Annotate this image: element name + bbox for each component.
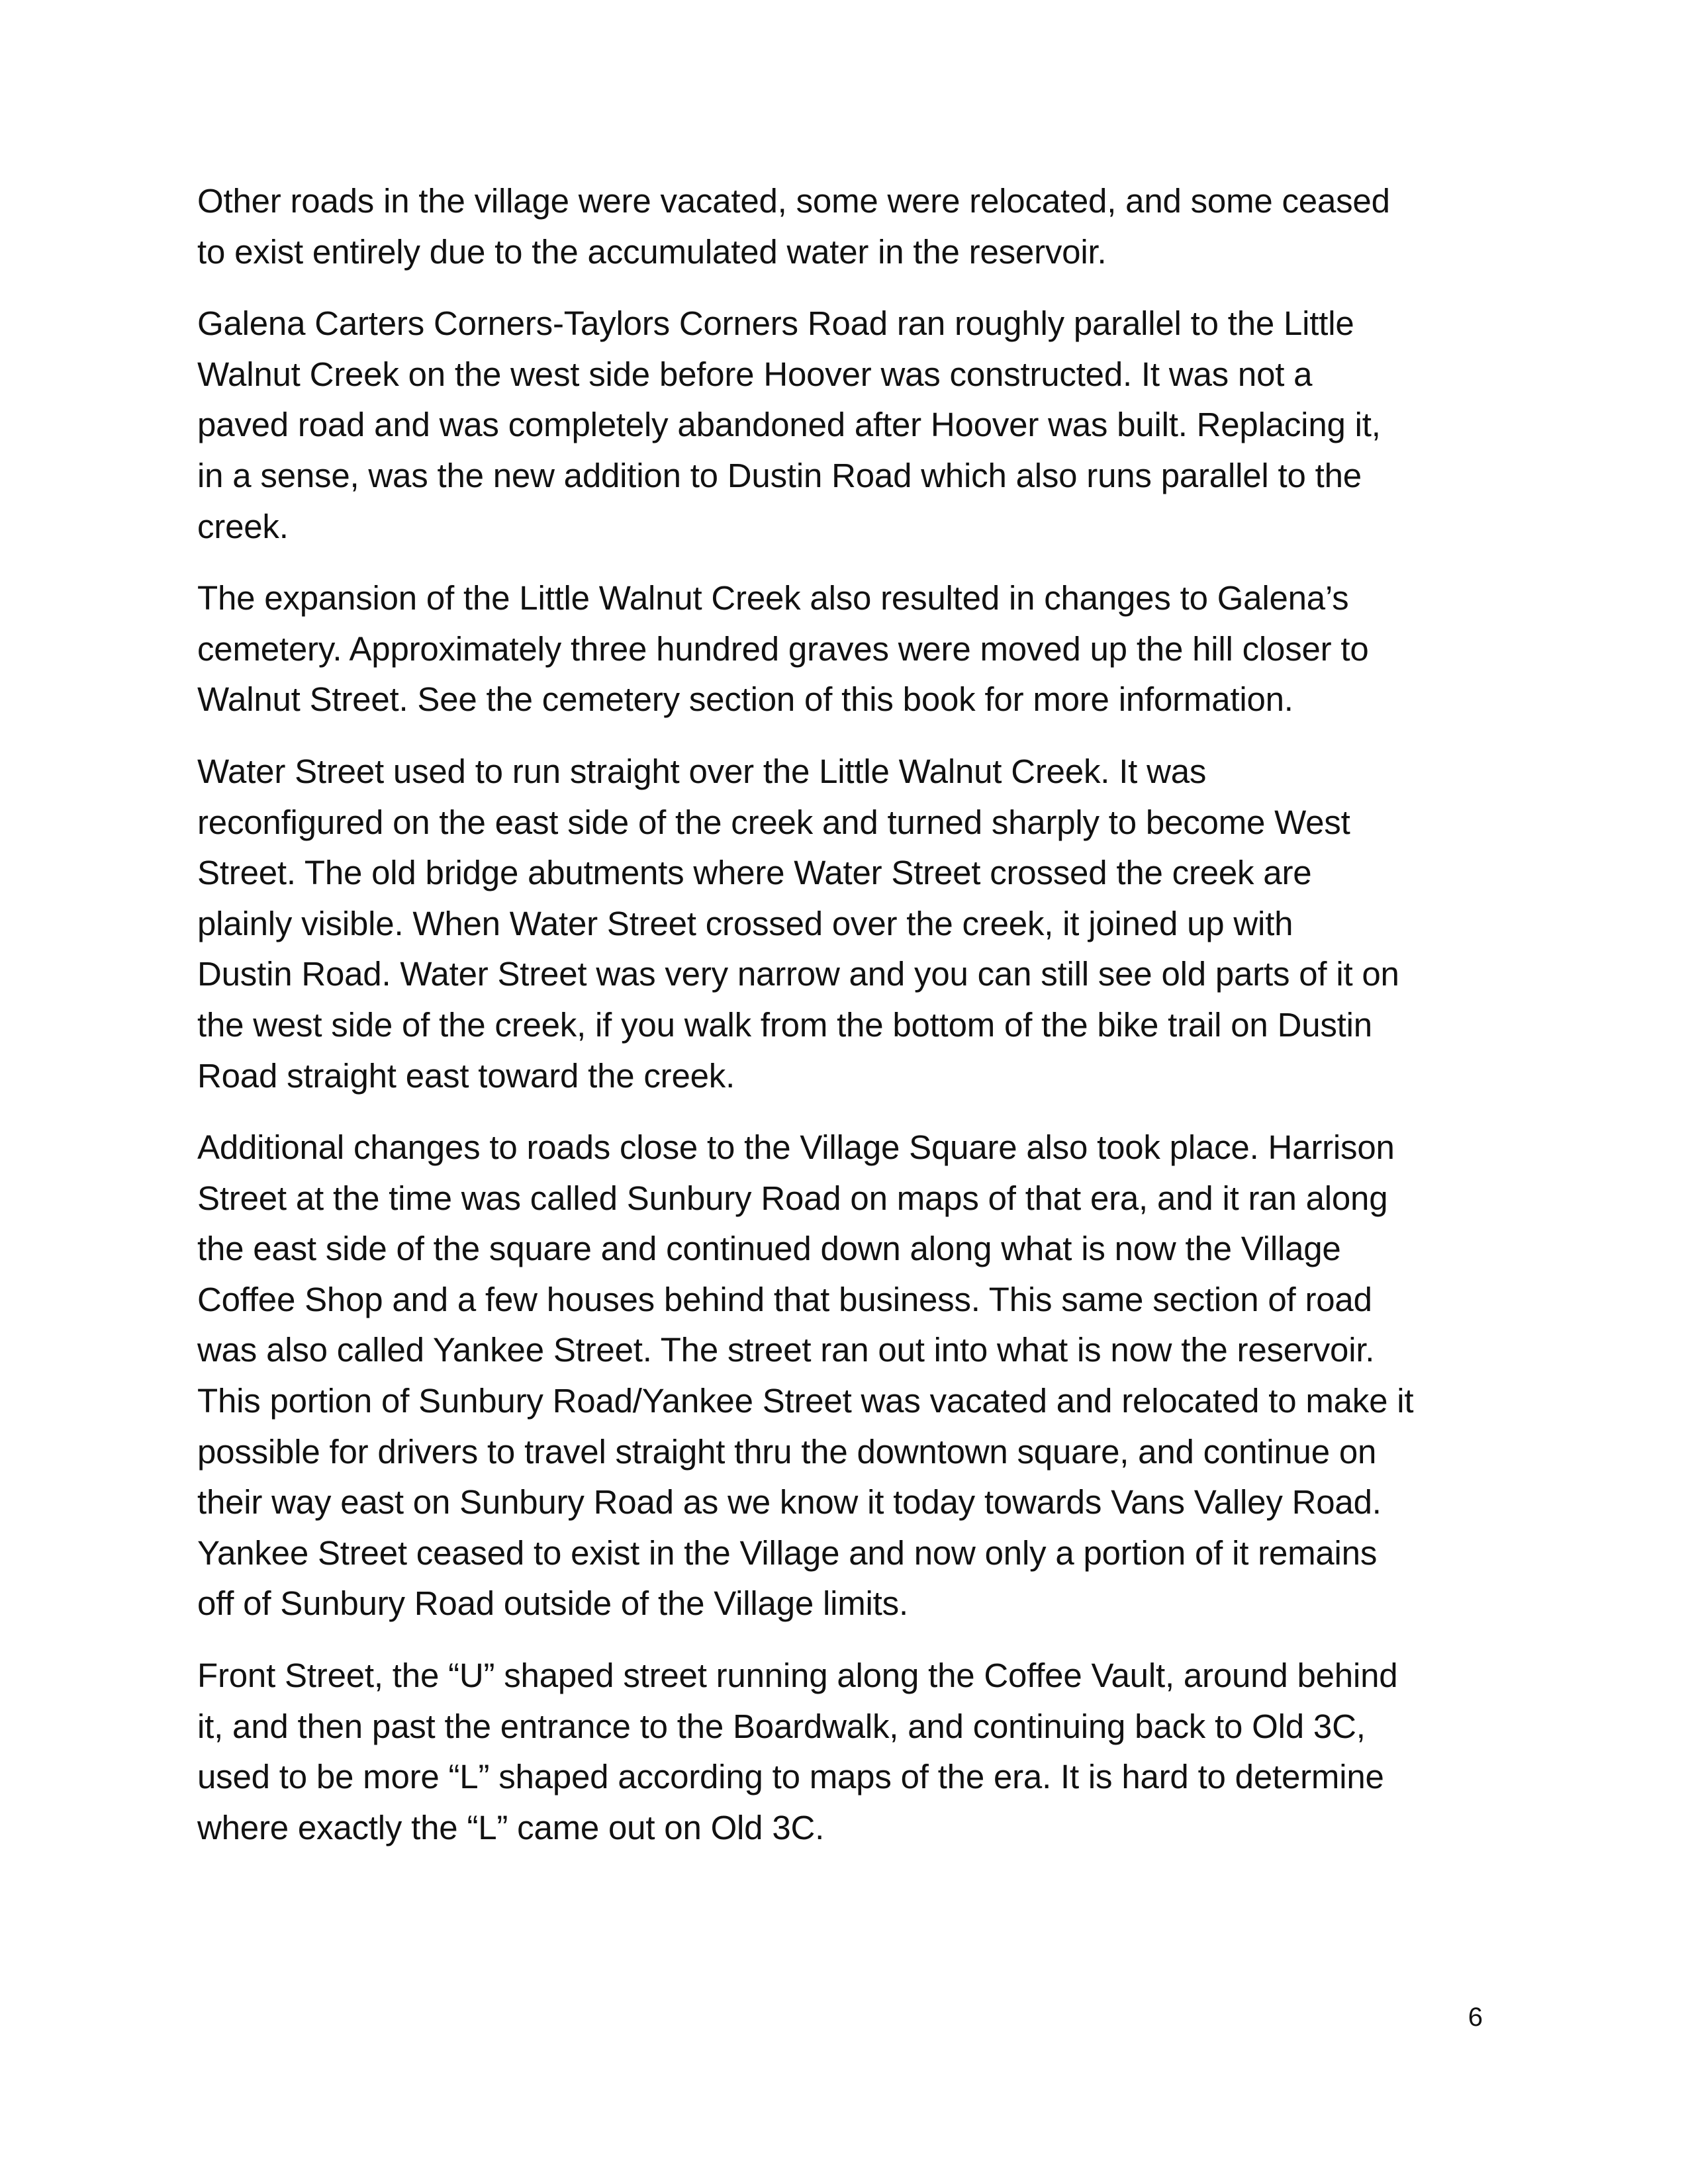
text-line: in a sense, was the new addition to Dustin Road which also runs parallel to the [197, 456, 1362, 494]
text-line: Galena Carters Corners-Taylors Corners Road ran roughly parallel to the Little [197, 304, 1354, 343]
text-line: where exactly the “L” came out on Old 3C. [197, 1808, 825, 1846]
text-line: Walnut Street. See the cemetery section of this book for more information. [197, 680, 1293, 719]
text-line: Walnut Creek on the west side before Hoover was constructed. It was not a [197, 355, 1313, 393]
text-line: was also called Yankee Street. The street ran out into what is now the reservoir. [197, 1331, 1375, 1369]
text-line: Street at the time was called Sunbury Road on maps of that era, and it ran along [197, 1179, 1388, 1217]
text-line: used to be more “L” shaped according to maps of the era. It is hard to determine [197, 1758, 1384, 1796]
text-line: possible for drivers to travel straight thru the downtown square, and continue on [197, 1432, 1377, 1471]
paragraph-6 [197, 1651, 1495, 1853]
text-line: their way east on Sunbury Road as we know it today towards Vans Valley Road. [197, 1483, 1382, 1522]
text-line: the east side of the square and continued down along what is now the Village [197, 1230, 1341, 1268]
text-line: Other roads in the village were vacated, some were relocated, and some ceased [197, 182, 1390, 220]
text-line: the west side of the creek, if you walk from the bottom of the bike trail on Dustin [197, 1005, 1372, 1044]
paragraph-3 [197, 573, 1495, 725]
body-text [197, 176, 1495, 1874]
text-line: Coffee Shop and a few houses behind that business. This same section of road [197, 1280, 1372, 1318]
text-line: Road straight east toward the creek. [197, 1056, 735, 1095]
text-line: plainly visible. When Water Street crossed over the creek, it joined up with [197, 904, 1293, 942]
text-line: reconfigured on the east side of the creek and turned sharply to become West [197, 803, 1350, 841]
paragraph-1 [197, 176, 1495, 277]
text-line: it, and then past the entrance to the Boardwalk, and continuing back to Old 3C, [197, 1707, 1366, 1745]
text-line: Additional changes to roads close to the Village Square also took place. Harrison [197, 1128, 1395, 1167]
text-line: Dustin Road. Water Street was very narrow and you can still see old parts of it on [197, 955, 1399, 993]
paragraph-4 [197, 747, 1495, 1101]
text-line: to exist entirely due to the accumulated water in the reservoir. [197, 232, 1107, 271]
paragraph-5 [197, 1122, 1495, 1629]
text-line: cemetery. Approximately three hundred graves were moved up the hill closer to [197, 629, 1369, 668]
paragraph-2 [197, 298, 1495, 552]
text-line: Yankee Street ceased to exist in the Village and now only a portion of it remains [197, 1533, 1378, 1572]
text-line: This portion of Sunbury Road/Yankee Street was vacated and relocated to make it [197, 1382, 1414, 1420]
text-line: creek. [197, 507, 289, 545]
text-line: Front Street, the “U” shaped street running along the Coffee Vault, around behind [197, 1657, 1398, 1695]
text-line: paved road and was completely abandoned after Hoover was built. Replacing it, [197, 406, 1381, 444]
text-line: Street. The old bridge abutments where Water Street crossed the creek are [197, 854, 1312, 892]
text-line: off of Sunbury Road outside of the Village limits. [197, 1584, 908, 1623]
page-number: 6 [1468, 2003, 1483, 2032]
text-line: The expansion of the Little Walnut Creek also resulted in changes to Galena’s [197, 579, 1349, 617]
text-line: Water Street used to run straight over the Little Walnut Creek. It was [197, 752, 1207, 790]
